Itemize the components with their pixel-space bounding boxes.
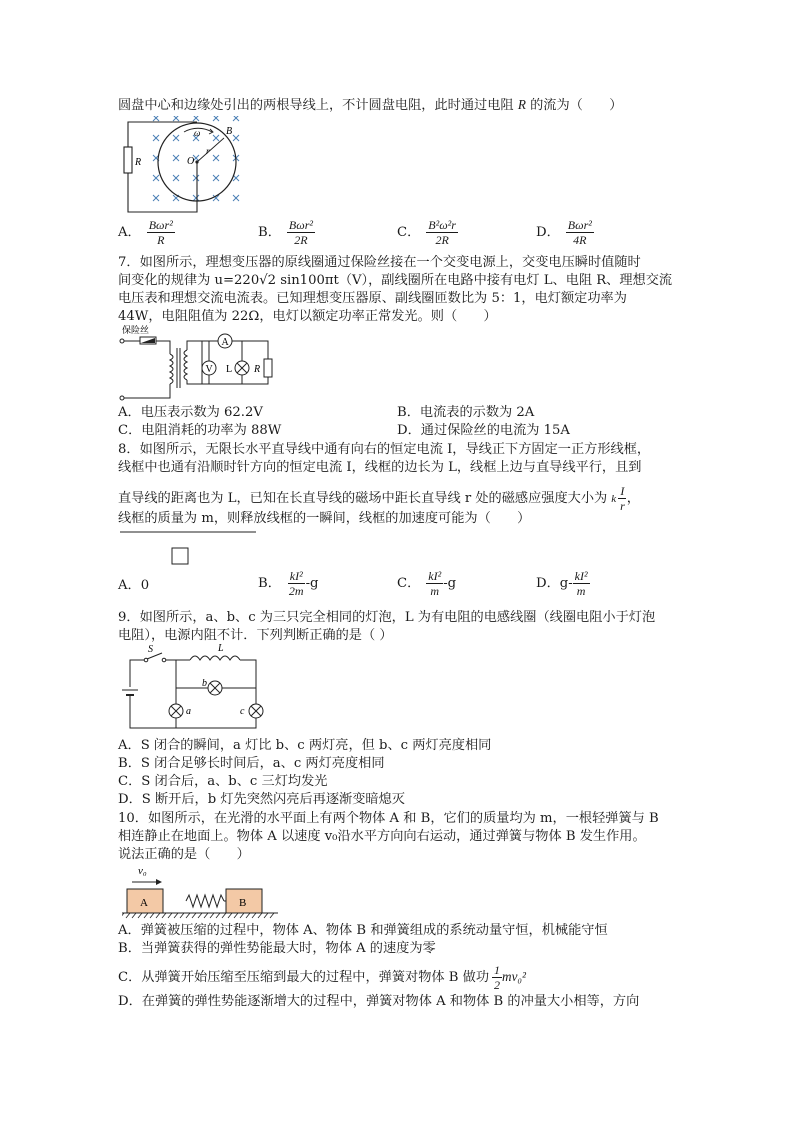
label-L: L xyxy=(226,364,233,375)
q10-stem-line-2: 相连静止在地面上。物体 A 以速度 v₀沿水平方向向右运动，通过弹簧与物体 B 发生作用。 xyxy=(118,829,646,844)
label-A: A xyxy=(221,337,229,348)
label-fuse: 保险丝 xyxy=(122,326,150,336)
label-B: B xyxy=(239,897,247,909)
q7-option-b[interactable]: B．电流表的示数为 2A xyxy=(397,405,535,420)
label-A: A xyxy=(140,897,148,909)
q7-figure xyxy=(118,324,278,402)
q9-option-d[interactable]: D．S 断开后，b 灯先突然闪亮后再逐渐变暗熄灭 xyxy=(118,792,405,807)
label-V: V xyxy=(205,364,213,375)
label-c: c xyxy=(240,706,245,717)
q10-stem-line-1: 10．如图所示，在光滑的水平面上有两个物体 A 和 B，它们的质量均为 m，一根轻弹簧与 B xyxy=(118,811,659,826)
q8-stem-line-4: 线框的质量为 m，则释放线框的一瞬间，线框的加速度可能为（ ） xyxy=(118,511,531,526)
resistor xyxy=(264,359,272,377)
label-omega: ω xyxy=(194,128,201,138)
q7-stem-line-3: 电压表和理想交流电流表。已知理想变压器原、副线圈匝数比为 5：1，电灯额定功率为 xyxy=(118,291,627,306)
label-R: R xyxy=(135,157,142,168)
q6-option-c[interactable]: C． $\frac{\text{B²ω²r}}{2R}$ xyxy=(397,218,456,247)
label-R: R xyxy=(254,364,261,375)
q6-option-b[interactable]: B． $\frac{\text{Bωr²}}{2R}$ xyxy=(258,218,313,247)
q6-option-a[interactable]: A． $\frac{\text{Bωr²}}{R}$ xyxy=(118,218,173,247)
label-a: a xyxy=(186,706,191,717)
label-b: b xyxy=(202,678,207,689)
q10-figure xyxy=(122,864,282,920)
ground-hatch xyxy=(122,913,274,918)
q9-option-c[interactable]: C．S 闭合后，a、b、c 三灯均发光 xyxy=(118,774,328,789)
spring xyxy=(186,895,224,907)
q10-option-b[interactable]: B．当弹簧获得的弹性势能最大时，物体 A 的速度为零 xyxy=(118,941,436,956)
q9-option-b[interactable]: B．S 闭合足够长时间后，a、c 两灯亮度相同 xyxy=(118,756,385,771)
q8-stem-line-2: 线框中也通有沿顺时针方向的恒定电流 I，线框的边长为 L，线框上边与直导线平行，且到 xyxy=(118,460,642,475)
q10-option-a[interactable]: A．弹簧被压缩的过程中，物体 A、物体 B 和弹簧组成的系统动量守恒，机械能守恒 xyxy=(118,923,608,938)
q10-option-c[interactable]: C．从弹簧开始压缩至压缩到最大的过程中，弹簧对物体 B 做功 $\frac{1}{2}$ mv₀² xyxy=(118,963,526,992)
q8-option-a[interactable]: A．0 xyxy=(118,578,150,593)
label-S: S xyxy=(148,644,153,655)
square-loop xyxy=(172,548,188,564)
q7-stem-line-2: 间变化的规律为 u=220√2 sin100πt（V），副线圈所在电路中接有电灯 L、电阻 R、理想交流 xyxy=(118,273,673,288)
q7-option-c[interactable]: C．电阻消耗的功率为 88W xyxy=(118,423,282,438)
q6-figure xyxy=(120,116,250,214)
q8-option-b[interactable]: B． $\frac{\text{kI²}}{2m}$ -g xyxy=(258,569,319,598)
label-O: O xyxy=(187,156,195,167)
q9-figure xyxy=(118,642,268,734)
q8-stem-line-3: 直导线的距离也为 L，已知在长直导线的磁场中距长直导线 r 处的磁感应强度大小为 k $\frac{I}{r}$ ， xyxy=(118,484,640,513)
q8-figure xyxy=(118,528,258,572)
q7-option-d[interactable]: D．通过保险丝的电流为 15A xyxy=(397,423,570,438)
inductor xyxy=(190,656,240,660)
label-v0: v₀ xyxy=(138,865,147,877)
q6-stem: 圆盘中心和边缘处引出的两根导线上，不计圆盘电阻，此时通过电阻 R 的流为（ ） xyxy=(118,97,623,113)
q6-option-d[interactable]: D． $\frac{\text{Bωr²}}{4R}$ xyxy=(536,218,592,247)
q8-stem-line-1: 8．如图所示，无限长水平直导线中通有向右的恒定电流 I，导线正下方固定一正方形线框， xyxy=(118,442,651,457)
q8-option-d[interactable]: D．g- $\frac{\text{kI²}}{m}$ xyxy=(536,569,588,598)
q9-stem-line-1: 9．如图所示，a、b、c 为三只完全相同的灯泡，L 为有电阻的电感线圈（线圈电阻小于灯泡 xyxy=(118,610,656,625)
q9-stem-line-2: 电阻），电源内阻不计．下列判断正确的是（ ） xyxy=(118,628,393,643)
q9-option-a[interactable]: A．S 闭合的瞬间，a 灯比 b、c 两灯亮，但 b、c 两灯亮度相同 xyxy=(118,738,492,753)
q7-option-a[interactable]: A．电压表示数为 62.2V xyxy=(118,405,263,420)
q10-stem-line-3: 说法正确的是（ ） xyxy=(118,847,250,862)
q10-option-d[interactable]: D．在弹簧的弹性势能逐渐增大的过程中，弹簧对物体 A 和物体 B 的冲量大小相等，方向 xyxy=(118,994,640,1009)
q7-stem-line-4: 44W，电阻阻值为 22Ω，电灯以额定功率正常发光。则（ ） xyxy=(118,309,497,324)
label-r: r xyxy=(206,146,210,156)
label-B: B xyxy=(226,126,233,137)
q6-stem-end: 的流为（ ） xyxy=(530,98,623,113)
resistor xyxy=(124,147,132,173)
q8-option-c[interactable]: C． $\frac{\text{kI²}}{m}$ -g xyxy=(397,569,457,598)
label-L: L xyxy=(218,643,224,654)
q7-stem-line-1: 7．如图所示，理想变压器的原线圈通过保险丝接在一个交变电源上，交变电压瞬时值随时 xyxy=(118,255,641,270)
